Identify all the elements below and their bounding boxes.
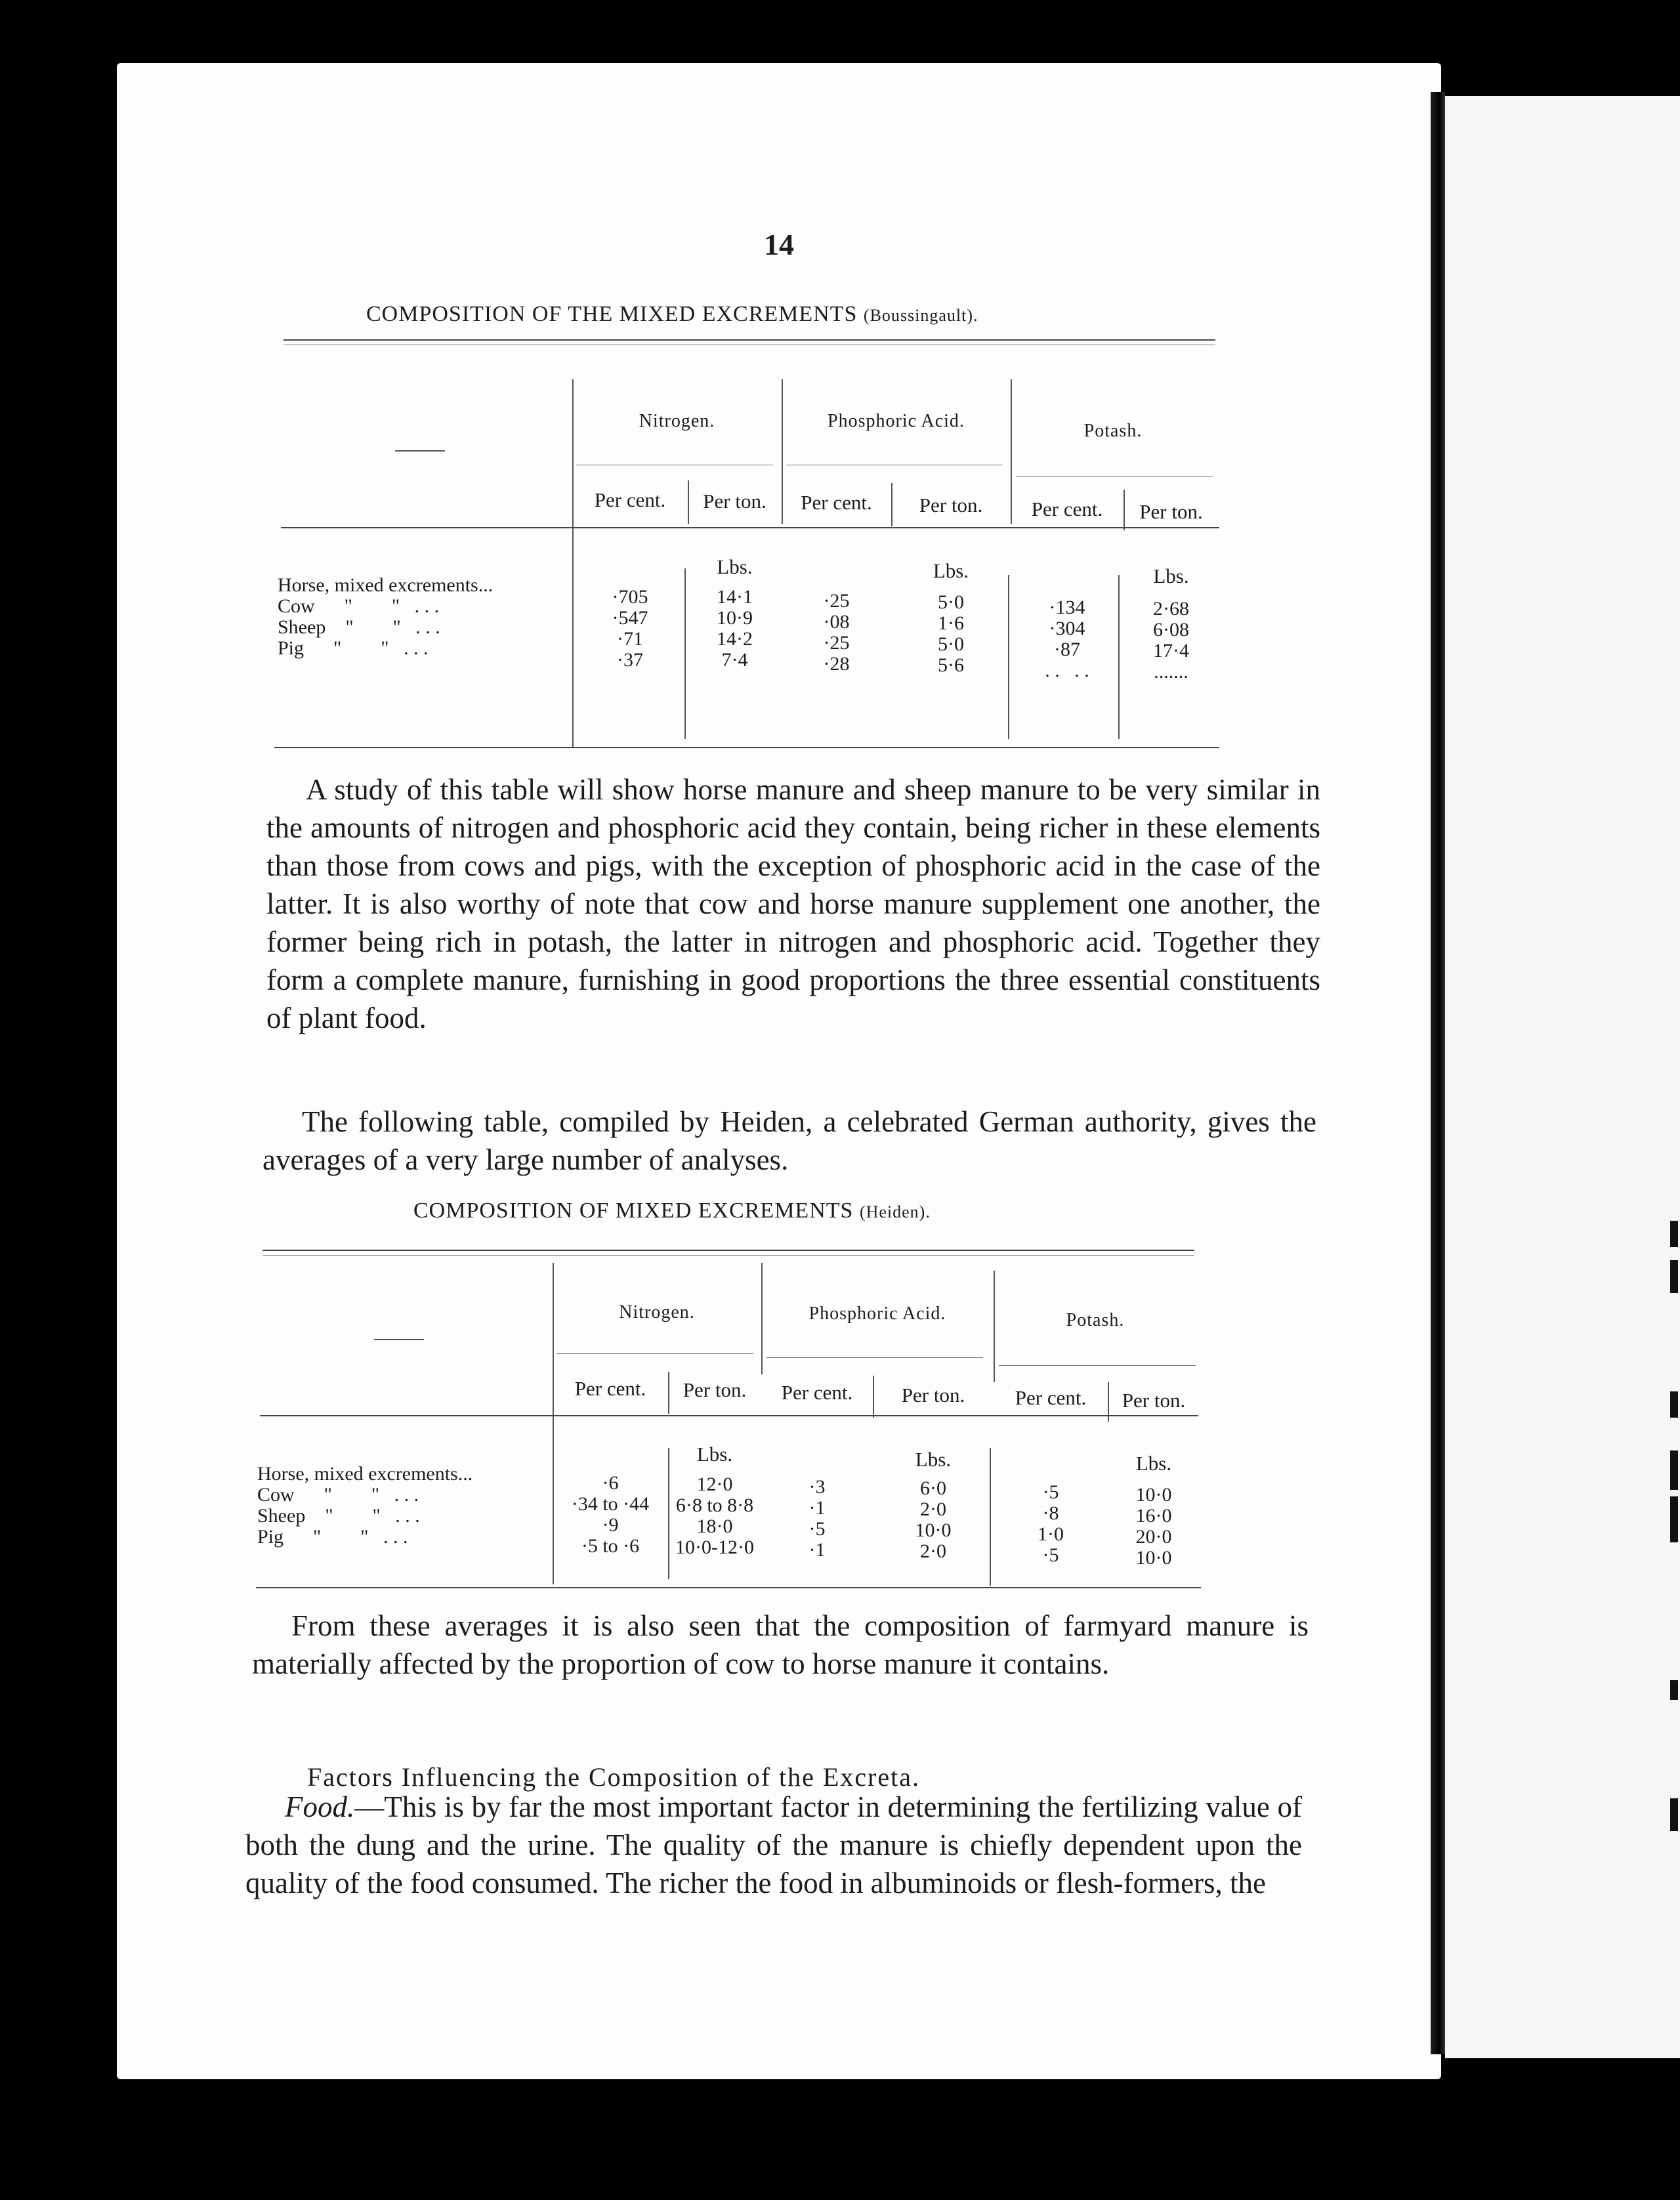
- table2-cell: ·9: [602, 1514, 619, 1536]
- paragraph-lead-in: Food.: [285, 1790, 355, 1823]
- table1-group-nitrogen: Nitrogen.: [639, 411, 715, 431]
- table2-cell: ·5 to ·6: [581, 1535, 640, 1557]
- table2-cell: 10·0-12·0: [675, 1536, 754, 1558]
- facing-page-mark: [1670, 1496, 1678, 1542]
- table1-cell: 5·6: [938, 654, 964, 676]
- table1-col-potash-per-ton: [1124, 599, 1219, 683]
- table2-cell: ·1: [808, 1539, 826, 1561]
- table2-cell: 20·0: [1135, 1526, 1172, 1548]
- table2-cell: ·5: [1042, 1481, 1059, 1503]
- table2-group-phosphoric-acid: Phosphoric Acid.: [808, 1303, 946, 1324]
- table1-cell: ·37: [617, 649, 643, 671]
- book-page: [117, 63, 1441, 2079]
- table2-unit-potash: Lbs.: [1135, 1452, 1172, 1475]
- table1-cell: . . . .: [1045, 660, 1089, 681]
- table1-col-potash-percent: [1011, 597, 1124, 681]
- table2-cell: 10·0: [1135, 1547, 1172, 1569]
- table2-sub-potash-percent: Per cent.: [1015, 1386, 1087, 1409]
- table1-cell: 7·4: [721, 649, 748, 671]
- table2-title-main: COMPOSITION OF MIXED EXCREMENTS: [413, 1198, 854, 1223]
- table2-cell: ·34 to ·44: [571, 1493, 650, 1515]
- table1-col-nitrogen-per-ton: [688, 587, 782, 671]
- paragraph-4-text: —This is by far the most important factor in determining the fertilizing value of both the dung and the urine. The quality of the manure is chiefly dependent upon the quality of the food consumed. The richer the food in albuminoids or flesh-formers, the: [245, 1790, 1302, 1899]
- table1-row-label-cow: Cow " " . . .: [278, 595, 440, 617]
- table2-cell: 16·0: [1135, 1505, 1172, 1527]
- table1-cell: 17·4: [1153, 640, 1189, 662]
- table2-sub-nitrogen-per-ton: Per ton.: [682, 1378, 747, 1401]
- facing-page-mark: [1670, 1450, 1678, 1490]
- table2-row-labels: [257, 1464, 472, 1548]
- table2-title: [413, 1198, 931, 1223]
- table1-cell: 6·08: [1153, 619, 1189, 641]
- body-paragraph-2: The following table, compiled by Heiden, a celebrated German authority, gives the averages of a very large number of analyses.: [262, 1105, 1316, 1176]
- table1-cell: 2·68: [1153, 598, 1189, 620]
- table1-cell: ·547: [612, 607, 648, 629]
- table2-col-phosphoric-percent: [761, 1477, 873, 1561]
- table1-cell: 5·0: [938, 633, 964, 655]
- table2-cell: 2·0: [920, 1498, 946, 1520]
- table2-sub-phosphoric-per-ton: Per ton.: [901, 1384, 965, 1407]
- table2-col-nitrogen-percent: [553, 1473, 668, 1557]
- facing-page-mark: [1670, 1798, 1678, 1831]
- facing-page-mark: [1670, 1260, 1678, 1293]
- table2-cell: ·6: [602, 1472, 619, 1494]
- table2-row-label-pig: Pig " " . . .: [257, 1526, 408, 1548]
- table2-cell: ·5: [808, 1518, 826, 1540]
- table2-cell: 6·8 to 8·8: [675, 1494, 754, 1516]
- table1-col-nitrogen-percent: [572, 587, 688, 671]
- table1-col-phosphoric-per-ton: [891, 592, 1011, 676]
- table2-unit-phosphoric: Lbs.: [915, 1448, 952, 1471]
- table2-row-label-cow: Cow " " . . .: [257, 1484, 419, 1506]
- table1-cell: ·304: [1049, 618, 1085, 639]
- table1-cell: 14·1: [717, 586, 753, 608]
- facing-page-mark: [1670, 1391, 1678, 1418]
- table2-row-label-horse: Horse, mixed excrements...: [257, 1463, 473, 1485]
- table1-row-labels: [278, 575, 493, 659]
- table1-cell: 5·0: [938, 591, 964, 613]
- table1-unit-phosphoric: Lbs.: [933, 559, 969, 582]
- table1-cell: 10·9: [717, 607, 753, 629]
- table1-sub-phosphoric-per-ton: Per ton.: [919, 494, 983, 517]
- table1-cell: ·71: [617, 628, 643, 650]
- table2-row-label-sheep: Sheep " " . . .: [257, 1505, 420, 1527]
- table2-cell: 10·0: [915, 1519, 952, 1541]
- table1-title-source: (Boussingault).: [863, 306, 978, 325]
- table1-row-label-pig: Pig " " . . .: [278, 637, 429, 659]
- table2-cell: 2·0: [920, 1540, 946, 1562]
- facing-page-mark: [1670, 1221, 1678, 1247]
- table1-unit-potash: Lbs.: [1153, 564, 1189, 587]
- table2-group-nitrogen: Nitrogen.: [619, 1302, 695, 1322]
- table1-sub-potash-per-ton: Per ton.: [1139, 500, 1203, 523]
- table2-cell: 10·0: [1135, 1484, 1172, 1506]
- page-number: 14: [764, 228, 794, 261]
- table2-cell: 1·0: [1038, 1523, 1064, 1545]
- table1-cell: ·25: [823, 590, 850, 612]
- table2-title-source: (Heiden).: [859, 1202, 931, 1221]
- table1-row-label-horse: Horse, mixed excrements...: [278, 574, 494, 596]
- book-spine: [1431, 92, 1445, 2054]
- table1-title-main: COMPOSITION OF THE MIXED EXCREMENTS: [366, 302, 858, 326]
- table2-col-phosphoric-per-ton: [873, 1478, 994, 1562]
- table1-title: [366, 302, 978, 327]
- table1-cell: ·705: [612, 586, 648, 608]
- table1-cell: ·134: [1049, 597, 1085, 618]
- body-paragraph-3: From these averages it is also seen that the composition of farmyard manure is materially affected by the proportion of cow to horse manure it contains.: [252, 1609, 1309, 1680]
- facing-page-mark: [1670, 1680, 1678, 1700]
- table2-cell: ·8: [1042, 1502, 1059, 1524]
- table2-col-nitrogen-per-ton: [668, 1474, 761, 1558]
- table1-cell: ·08: [823, 611, 850, 633]
- table2-sub-potash-per-ton: Per ton.: [1122, 1389, 1186, 1412]
- table1-cell: ·28: [823, 653, 850, 675]
- facing-page-edge: [1445, 96, 1680, 2058]
- table2-cell: 6·0: [920, 1477, 946, 1499]
- table2-col-potash-percent: [994, 1482, 1108, 1566]
- table2-cell: 18·0: [696, 1515, 733, 1537]
- table1-col-phosphoric-percent: [782, 591, 891, 675]
- table1-cell: .......: [1154, 661, 1188, 683]
- table1-row-label-sheep: Sheep " " . . .: [278, 616, 440, 638]
- table1-group-phosphoric-acid: Phosphoric Acid.: [828, 411, 965, 431]
- table1-cell: ·87: [1054, 639, 1080, 660]
- section-heading: Factors Influencing the Composition of the Excreta.: [307, 1762, 921, 1792]
- table1-sub-nitrogen-per-ton: Per ton.: [703, 490, 766, 513]
- body-paragraph-4: [245, 1788, 1302, 1902]
- table2-col-potash-per-ton: [1108, 1485, 1200, 1569]
- table2-cell: 12·0: [696, 1473, 733, 1495]
- table1-sub-nitrogen-percent: Per cent.: [594, 488, 666, 511]
- table1-sub-potash-percent: Per cent.: [1031, 497, 1103, 520]
- table1-cell: 1·6: [938, 612, 964, 634]
- table2-cell: ·3: [808, 1476, 826, 1498]
- table1-group-potash: Potash.: [1083, 421, 1143, 441]
- table2-cell: ·1: [808, 1497, 826, 1519]
- table2-unit-nitrogen: Lbs.: [696, 1443, 733, 1466]
- table2-sub-nitrogen-percent: Per cent.: [574, 1377, 646, 1400]
- table1-sub-phosphoric-percent: Per cent.: [801, 491, 872, 514]
- table1-unit-nitrogen: Lbs.: [717, 555, 753, 578]
- body-paragraph-1: A study of this table will show horse manure and sheep manure to be very similar in the amounts of nitrogen and phosphoric acid they contain, being richer in these elements than those from cows and pigs, with the exception of phosphoric acid in the case of the latter. It is also worthy of note that cow and horse manure supplement one another, the former being rich in potash, the latter in nitrogen and phosphoric acid. Together they form a complete manure, furnishing in good proportions the three essential constituents of plant food.: [266, 773, 1320, 1034]
- table1-cell: 14·2: [717, 628, 753, 650]
- table2-cell: ·5: [1042, 1544, 1059, 1566]
- table2-group-potash: Potash.: [1066, 1310, 1125, 1330]
- table2-sub-phosphoric-percent: Per cent.: [781, 1381, 853, 1404]
- table1-cell: ·25: [823, 632, 850, 654]
